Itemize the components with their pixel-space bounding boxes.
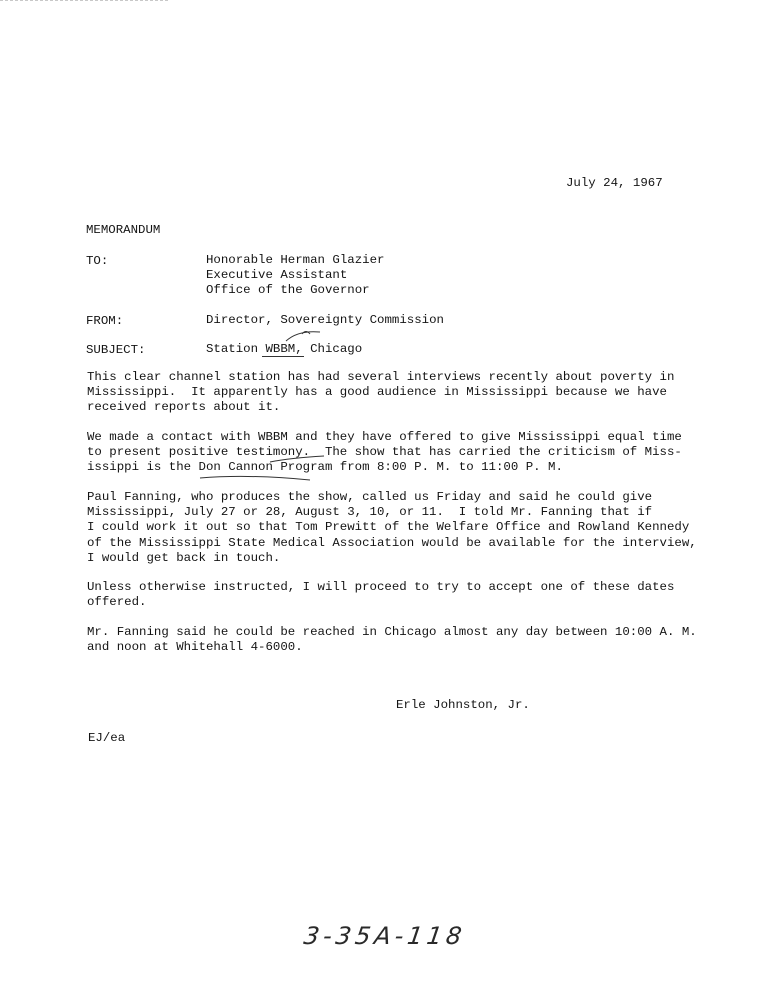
body-paragraph-1 xyxy=(87,370,687,416)
subject-value: Station WBBM, Chicago xyxy=(206,342,363,356)
subject-underline-mark xyxy=(262,356,304,357)
paragraph-line: and noon at Whitehall 4-6000. xyxy=(87,640,303,655)
paragraph-line: offered. xyxy=(87,595,147,610)
from-label: FROM: xyxy=(86,314,124,328)
reference-initials: EJ/ea xyxy=(88,731,126,745)
paragraph-line: Paul Fanning, who produces the show, called us Friday and said he could give xyxy=(87,490,653,504)
testimony-underline-mark xyxy=(268,456,328,468)
recipient-name: Honorable Herman Glazier xyxy=(206,253,385,267)
body-paragraph-2 xyxy=(87,430,687,476)
memo-heading: MEMORANDUM xyxy=(86,223,161,237)
paragraph-line: I would get back in touch. xyxy=(87,550,281,565)
body-paragraph-3 xyxy=(87,490,697,566)
memo-date: July 24, 1967 xyxy=(566,176,663,190)
paragraph-line: Mr. Fanning said he could be reached in Chicago almost any day between 10:00 A. M. xyxy=(87,625,697,639)
paragraph-line: We made a contact with WBBM and they have offered to give Mississippi equal time xyxy=(87,430,682,444)
recipient-title: Executive Assistant xyxy=(206,268,348,282)
paragraph-line: Mississippi. It apparently has a good audience in Mississippi because we have xyxy=(87,385,667,400)
body-paragraph-5 xyxy=(87,625,697,655)
paragraph-line: issippi is the Don Cannon Program from 8:00 P. M. to 11:00 P. M. xyxy=(87,460,563,475)
sender: Director, Sovereignty Commission xyxy=(206,313,444,327)
paragraph-line: to present positive testimony. The show that has carried the criticism of Miss- xyxy=(87,445,682,460)
paragraph-line: Unless otherwise instructed, I will proceed to try to accept one of these dates xyxy=(87,580,675,594)
handwritten-file-number: 3-35A-118 xyxy=(302,922,468,950)
body-paragraph-4 xyxy=(87,580,687,610)
signature-block: Erle Johnston, Jr. xyxy=(396,698,530,712)
paragraph-line: I could work it out so that Tom Prewitt of the Welfare Office and Rowland Kennedy xyxy=(87,520,690,535)
top-edge-dots xyxy=(0,0,168,1)
program-underline-mark xyxy=(198,468,318,484)
paragraph-line: Mississippi, July 27 or 28, August 3, 10, or 11. I told Mr. Fanning that if xyxy=(87,505,653,520)
paragraph-line: of the Mississippi State Medical Association would be available for the interview, xyxy=(87,535,697,550)
paragraph-line: This clear channel station has had several interviews recently about poverty in xyxy=(87,370,675,384)
to-label: TO: xyxy=(86,254,109,268)
subject-label: SUBJECT: xyxy=(86,343,146,357)
recipient-office: Office of the Governor xyxy=(206,283,370,297)
paragraph-line: received reports about it. xyxy=(87,400,281,415)
subject-caret-mark xyxy=(284,328,324,344)
